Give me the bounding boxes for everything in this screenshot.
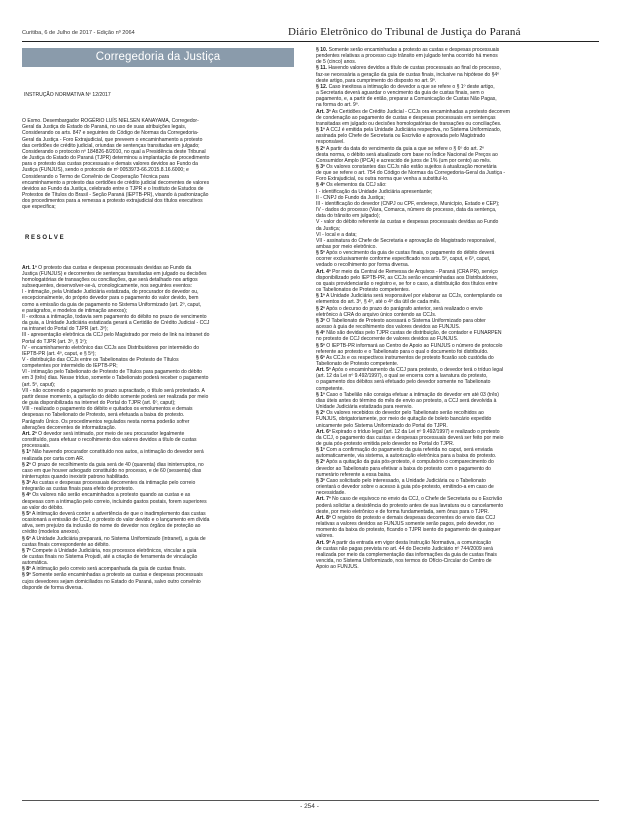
text-line: devidos ao Fundo da Justiça, celebrado entre o TJPR e o Instituto de Estudos de [22, 185, 204, 192]
text-line: processuais. [22, 443, 51, 450]
text-line: pagamento, e, a partir de então, preparar a Comunicação de Custas Não Pagas, [316, 96, 497, 103]
text-line: § 3º As custas e despesas processuais decorrentes da intimação pelo correio [22, 480, 196, 487]
text-line: § 8º A intimação pelo correio será acompanhada da guia de custas finais. [22, 566, 187, 573]
text-line: desta norma, o débito será atualizado com base no Índice Nacional de Preços ao [316, 151, 498, 158]
text-line: crédito (modelos anexos). [22, 529, 81, 536]
text-line: § 6º A Unidade Judiciária preparará, no Sistema Uniformizado (intranet), a guia de [22, 535, 206, 542]
text-line: Portal do TJPR (art. 3º, § 1º); [22, 338, 88, 345]
text-line: das certidões de crédito judicial, oriundas de sentenças transitadas em julgado; [22, 142, 200, 149]
text-line: de Justiça do Estado do Paraná (TJPR) determinou a implantação de procedimento [22, 155, 210, 162]
text-line: V - distribuição das CCJs entre os Tabelionatos de Protesto de Títulos [22, 357, 179, 363]
page-number: - 254 - [300, 803, 319, 810]
text-line: de guia pós-protesto emitida pelo devedor no Portal do TJPR. [316, 441, 455, 447]
text-line: despesas com a intimação pelo correio, incluindo gastos postais, forem superiores [22, 498, 207, 505]
text-line: data do trânsito em julgado); [316, 213, 380, 220]
text-line: Art. 3º As Certidões de Crédito Judicial - CCJs ora encaminhadas a protesto decorrem [316, 108, 510, 115]
text-line: elementos do art. 3º, § 4º, até o 4º dia útil de cada mês. [316, 299, 441, 306]
text-line: acesso à guia de recolhimento dos valores devidos ao FUNJUS. [316, 324, 461, 331]
text-line: II - exitosa a intimação, todavia sem pagamento do débito no prazo de vencimento [22, 313, 207, 320]
text-line: disponde de forma diversa. [22, 584, 83, 591]
text-line: § 2º Após a quitação da guia pós-protesto, é compulsório o comparecimento do [316, 459, 494, 466]
text-line: unicamente pelo Sistema Uniformizado do Portal do TJPR. [316, 422, 448, 429]
articles-body [22, 265, 294, 591]
text-line: VII - assinatura do Chefe de Secretaria e aprovação do Magistrado responsável, [316, 237, 496, 244]
text-line: § 12. Caso inexitosa a intimação do devedor a que se refere o § 1º deste artigo, [316, 83, 495, 90]
text-line: Art. 5º Após o encaminhamento da CCJ para protesto, o devedor terá o tríduo legal [316, 367, 504, 374]
text-line: VIII - realizado o pagamento do débito e quitados os emolumentos e demais [22, 406, 193, 413]
text-line: encaminhamento a protesto das certidões de crédito judicial decorrentes de valores [22, 179, 210, 186]
text-line: de que se refere o art. 754 do Código de Normas da Corregedoria-Geral da Justiça - [316, 170, 506, 177]
text-line: Considerando o protocolo nº 184826-8/2010, no qual a Presidência deste Tribunal [22, 148, 206, 155]
text-line: o pagamento dos débitos será efetuado pelo devedor somente no Tabelionato [316, 379, 491, 386]
text-line: ocasionará a emissão de CCJ, o protesto do valor devido e o lançamento em dívida [22, 517, 210, 524]
text-line: dos procedimentos para a remessa a protesto extrajudicial dos títulos executivos [22, 198, 203, 205]
text-line: na intranet do Portal do TJPR (art. 3º); [22, 326, 108, 333]
text-line: III - identificação do devedor (CNPJ ou CPF, endereço, Município, Estado e CEP); [316, 200, 500, 207]
text-line: V - valor do débito referente às custas e despesas processuais devidas ao Fundo [316, 219, 499, 226]
text-line: Considerando os arts. 847 e seguintes do Código de Normas da Corregedoria- [22, 130, 199, 137]
text-line: realizada por carta com AR. [22, 455, 85, 462]
text-line: integrarão as custas finais para efeito de protesto. [22, 486, 134, 493]
footer-divider [22, 800, 599, 801]
text-line: Art. 2º O devedor será intimado, por meio de seu procurador legalmente [22, 430, 185, 437]
text-line: § 3º O Tabelionato de Protesto acessará o Sistema Uniformizado para obter [316, 317, 486, 324]
text-line: § 9º Somente serão encaminhadas a protesto as custas e despesas processuais [22, 572, 203, 579]
text-line: Justiça (FUNJUS) e decorrentes de sentenças transitadas em julgado ou decisões [22, 270, 207, 277]
text-line: Art. 9º A partir da entrada em vigor desta Instrução Normativa, a comunicação [316, 539, 492, 546]
text-line: caso em que houver advogado constituído no processo, e de 60 (sessenta) dias [22, 467, 202, 474]
text-line: § 2º Os valores recebidos do devedor pelo Tabelionato serão recolhidos ao [316, 410, 484, 417]
text-line: § 5º A intimação deverá conter a advertência de que o inadimplemento das custas [22, 510, 206, 517]
text-line: Geral da Justiça - Foro Extrajudicial, que preveem o encaminhamento a protesto [22, 136, 203, 143]
text-line: da Justiça; [316, 225, 341, 232]
text-line: vedado o recolhimento por forma diversa. [316, 262, 410, 269]
header-divider [22, 41, 599, 42]
text-line: necessidade. [316, 490, 346, 497]
text-line: III - apresentação eletrônica da CCJ pelo Magistrado por meio de link na intranet do [22, 332, 210, 339]
text-line: transitadas em julgado ou decisões homologatórias de transações ou conciliações. [316, 120, 502, 127]
text-line: § 10. Somente serão encaminhadas a protesto as custas e despesas processuais [316, 47, 500, 53]
text-line: de custas finais no Sistema Projudi, até a criação de ferramenta de vinculação [22, 554, 198, 560]
text-line: Art. 6º Expirado o tríduo legal (art. 12 da Lei nº 9.492/1997) e realizado o protesto [316, 428, 500, 435]
text-line: na forma do art. 9º. [316, 102, 360, 109]
text-line: alterações decorrentes de informatização. [22, 424, 116, 431]
right-column [316, 47, 599, 570]
text-line: realizada por meio da complementação das informações da guia de custas finais [316, 551, 497, 558]
text-line: subsequentes, desenvolver-se-á, cronologicamente, nos seguintes eventos: [22, 283, 193, 290]
text-line: automaticamente, via sistema, a autorização eletrônica para a baixa do protesto. [316, 453, 497, 460]
text-line: IV - dados do processo (Vara, Comarca, número do processo, data da sentença, [316, 207, 497, 214]
text-line: Foro Extrajudicial, ou outra norma que venha a substituí-lo. [316, 176, 449, 183]
text-line: despesas no Tabelionato de Protesto, será efetuada a baixa do protesto. [22, 412, 185, 419]
text-line: § 1º Não havendo procurador constituído nos autos, a intimação do devedor será [22, 449, 204, 456]
text-line: § 5º Após o vencimento da guia de custas finais, o pagamento do débito deverá [316, 250, 495, 257]
text-line: § 3º Caso solicitado pelo interessado, a Unidade Judiciária ou o Tabelionato [316, 477, 486, 484]
text-line: ocorrer exclusivamente conforme especificado nos arts. 5º, caput, e 6º, caput, [316, 256, 491, 263]
text-line: ambas por meio eletrônico. [316, 244, 377, 250]
text-line: deste, por meio eletrônico e de forma fundamentada, sem ônus para o TJPR. [316, 508, 489, 515]
preamble [22, 118, 294, 210]
text-line: VII - não ocorrendo o pagamento no prazo supracitado, o título será protestado. A [22, 387, 205, 394]
text-line: que especifica; [22, 204, 56, 211]
text-line: § 1º Com a confirmação do pagamento da guia referida no caput, será enviada [316, 447, 493, 454]
text-line: de guia disponibilizada na internet do Portal do TJPR (art. 6º, caput); [22, 400, 176, 407]
text-line: competentes por intermédio do IEPTB-PR; [22, 363, 118, 370]
text-line: para o protesto das custas processuais e demais valores devidos ao Fundo da [22, 161, 198, 168]
text-line: poderá solicitar a desistência do protesto antes de sua lavratura ou o cancelamento [316, 502, 504, 509]
text-line: custas finais correspondente ao débito. [22, 541, 110, 548]
text-line: homologatórias de transações ou conciliações, que será detalhado nos artigos [22, 276, 198, 283]
text-line: Consumidor Amplo (IPCA) e acrescido de juros de 1% (um por cento) ao mês. [316, 157, 492, 164]
text-line: Parágrafo Único. Os procedimentos regulados nesta norma poderão sofrer [22, 418, 190, 425]
section-banner: Corregedoria da Justiça [22, 48, 294, 67]
text-line: devedor ao Tabelionato para efetivar a baixa do protesto com o pagamento do [316, 465, 491, 472]
text-line: § 3º Os valores constantes das CCJs não estão sujeitos à atualização monetária [316, 163, 497, 170]
text-line: Protestos de Títulos do Brasil - Seção Paraná (IEPTB-PR), visando à padronização [22, 192, 209, 199]
text-line: § 1º A CCJ é emitida pela Unidade Judiciária respectiva, no Sistema Uniformizado, [316, 127, 502, 134]
text-line: § 2º Após o decurso do prazo do parágrafo anterior, será realizado o envio [316, 305, 483, 312]
text-line: I - identificação da Unidade Judiciária apresentante; [316, 188, 433, 195]
text-line: I - intimação, pela Unidade Judiciária estatizada, do procurador do devedor ou, [22, 289, 199, 296]
text-line: Justiça (FUNJUS), sendo o protocolo de nº 0053973-66.2015.8.16.6000; e [22, 167, 189, 174]
text-line: em 3 (três) dias. Nesse tríduo, somente o Tabelionato poderá receber o pagamento [22, 375, 209, 382]
text-line: pendentes relativas a processo cujo trânsito em julgado tenha ocorrido há menos [316, 53, 498, 60]
text-line: § 4º Os elementos da CCJ são: [316, 182, 387, 189]
text-line: momento da baixa do protesto, ficando o TJPR isento do pagamento de quaisquer [316, 527, 501, 534]
text-line: relativas a valores devidos ao FUNJUS somente serão pagos, pelo devedor, no [316, 521, 494, 528]
document-title: INSTRUÇÃO NORMATIVA Nº 12/2017 [24, 92, 111, 98]
text-line: os Tabelionatos de Protesto competentes. [316, 287, 410, 294]
text-line: § 1º A Unidade Judiciária será responsável por elaborar as CCJs, contemplando os [316, 293, 503, 300]
text-line: competente. [316, 385, 344, 392]
text-line: como a emissão da guia de pagamento no Sistema Uniformizado (art. 2º, caput, [22, 301, 202, 308]
text-line: valores. [316, 533, 334, 540]
text-line: e parágrafos, e modelos de intimação anexos); [22, 307, 128, 314]
text-line: Considerando o Termo de Convênio de Cooperação Técnica para [22, 173, 170, 180]
text-line: disponibilizado pelo IEPTB-PR, as CCJs serão encaminhadas aos Distribuidores, [316, 274, 499, 281]
text-line: § 7º Compete à Unidade Judiciária, nos processos eletrônicos, vincular a guia [22, 547, 197, 554]
text-line: Tabelionato de Protesto competente. [316, 360, 399, 367]
text-line: ativa, sem prejuízo da inclusão do nome do devedor nos órgãos de proteção ao [22, 523, 201, 530]
left-column [22, 48, 294, 591]
text-line: (art. 5º, caput); [22, 381, 56, 388]
text-line: (art. 12 da Lei nº 9.492/1997), o qual se encerra com a lavratura do protesto, [316, 373, 488, 380]
text-line: excepcionalmente, do próprio devedor para o pagamento do valor devido, bem [22, 295, 199, 302]
edition-date: Curitiba, 6 de Julho de 2017 - Edição nº 2064 [22, 30, 135, 36]
text-line: de condenação ao pagamento de custas e despesas processuais em sentenças [316, 114, 496, 121]
text-line: deste artigo, para cumprimento do disposto no art. 9º. [316, 77, 437, 84]
text-line: Unidade Judiciária estatizada para reenvio. [316, 404, 413, 411]
text-line: vencida, no Sistema Uniformizado, nos termos do Ofício-Circular do Centro de [316, 557, 492, 564]
text-line: ao valor do débito. [22, 504, 64, 511]
text-line: constituído, para efetuar o recolhimento dos valores devidos a título de custas [22, 437, 197, 444]
text-line: § 2º O prazo de recolhimento da guia será de 40 (quarenta) dias ininterruptos, no [22, 461, 204, 468]
text-line: da guia, a Unidade Judiciária estatizada gerará a Certidão de Crédito Judicial - CCJ [22, 320, 210, 327]
text-line: Art. 1º O protesto das custas e despesas processuais devidas ao Fundo da [22, 264, 192, 271]
text-line: FUNJUS, obrigatoriamente, por meio de quitação de boleto bancário expedido [316, 416, 492, 423]
text-line: Art. 4º Por meio da Central de Remessa de Arquivos - Paraná (CRA PR), serviço [316, 268, 498, 275]
text-line: numerário referente a essa baixa. [316, 471, 392, 478]
text-line: VI - intimação pelo Tabelionato de Protesto de Títulos para pagamento do débito [22, 369, 202, 376]
text-line: § 5º O IEPTB-PR informará ao Centro de Apoio ao FUNJUS o número de protocolo [316, 342, 503, 349]
text-line: II - CNPJ do Fundo da Justiça; [316, 194, 385, 201]
text-line: da CCJ, o pagamento das custas e despesas processuais deverá ser feito por meio [316, 434, 504, 441]
text-line: no protesto de CCJ decorrente de valores devidos ao FUNJUS. [316, 336, 459, 343]
text-line: § 4º Os valores não serão encaminhados a protesto quando as custas e as [22, 492, 191, 499]
text-line: de 5 (cinco) anos. [316, 59, 357, 66]
text-line: Art. 7º No caso de equívoco no envio da CCJ, o Chefe de Secretaria ou o Escrivão [316, 496, 503, 503]
text-line: § 6º As CCJs e os respectivos instrumentos de protesto ficarão sob custódia do [316, 354, 494, 361]
text-line: IV - encaminhamento eletrônico das CCJs aos Distribuidores por intermédio do [22, 344, 200, 351]
text-line: Geral da Justiça do Estado do Paraná, no uso de suas atribuições legais, [22, 124, 187, 131]
text-line: assinada pelo Chefe de Secretaria ou Escrivão e aprovada pelo Magistrado [316, 133, 486, 140]
text-line: O Exmo. Desembargador ROGÉRIO LUÍS NIELSEN KANAYAMA, Corregedor- [22, 118, 199, 125]
text-line: eletrônico à CRA do arquivo único contendo as CCJs. [316, 311, 437, 318]
text-line: § 11. Havendo valores devidos a título de custas processuais ao final do processo, [316, 65, 501, 72]
text-line: automática. [22, 560, 49, 567]
text-line: orientará o devedor sobre o acesso à guia pós-protesto, emitindo-a em caso de [316, 484, 494, 491]
text-line: ininterruptos quando inexistir patrono habilitado. [22, 473, 130, 480]
text-line: responsável. [316, 139, 345, 146]
journal-title: Diário Eletrônico do Tribunal de Justiça do Paraná [288, 26, 521, 38]
text-line: § 4º Não são devidas pelo TJPR custas de distribuição, de contador e FUNARPEN [316, 330, 502, 337]
text-line: partir desse momento, a quitação do débito somente poderá ser realizada por meio [22, 393, 209, 400]
text-line: de custas não pagas prevista no art. 44 do Decreto Judiciário nº 744/2009 será [316, 545, 493, 552]
text-line: § 2º A partir da data do vencimento da guia a que se refere o § 6º do art. 2º [316, 145, 484, 152]
text-line: cujos devedores sejam domiciliados no Estado do Paraná, salvo outro convênio [22, 578, 201, 585]
text-line: IEPTB-PR (art. 4º, caput, e § 5º); [22, 350, 96, 357]
text-line: referente ao protesto e o Tabelionato para o qual o documento foi distribuído. [316, 348, 489, 355]
text-line: os quais providenciarão o registro e, se for o caso, a distribuição dos títulos entre [316, 280, 498, 287]
text-line: VI - local e a data; [316, 231, 357, 238]
text-line: faz-se necessária a geração da guia de custas finais, inclusive na hipótese do §4º [316, 71, 500, 78]
resolve-heading: R E S O L V E [25, 234, 64, 241]
text-line: dias úteis antes do término do mês de envio ao protesto, a CCJ será devolvida à [316, 397, 497, 404]
text-line: § 1º Caso o Tabelião não consiga efetuar a intimação do devedor em até 03 (três) [316, 391, 499, 398]
text-line: Art. 8º O registro do protesto e demais despesas decorrentes do envio das CCJ [316, 514, 496, 521]
text-line: a Secretaria deverá aguardar o vencimento da guia de custas finais, sem o [316, 90, 484, 97]
text-line: Apoio ao FUNJUS. [316, 564, 359, 571]
